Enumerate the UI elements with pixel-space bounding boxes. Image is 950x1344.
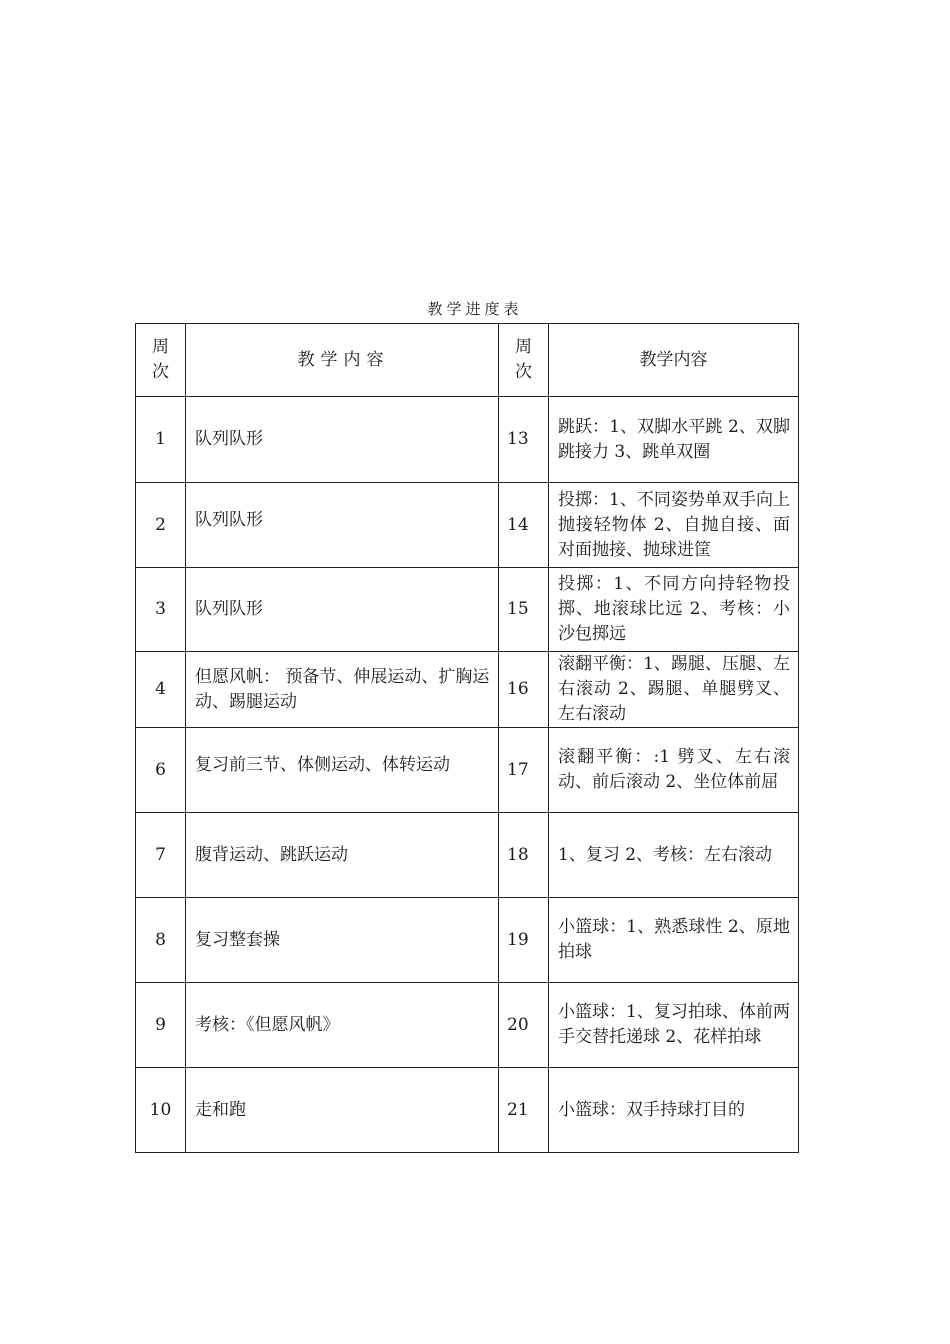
- week-number-left: 8: [136, 898, 186, 983]
- table-row: [136, 813, 799, 898]
- header-content-right: 教学内容: [549, 324, 799, 397]
- teaching-content-left-text: 腹背运动、跳跃运动: [195, 844, 348, 865]
- teaching-content-left: [186, 728, 499, 813]
- header-content-left: 教学内容: [186, 324, 499, 397]
- teaching-content-left-text: 队列队形: [195, 429, 263, 449]
- teaching-content-left-text: 队列队形: [195, 509, 263, 530]
- teaching-content-left: [186, 813, 499, 898]
- week-number-right: 19: [499, 898, 549, 983]
- table-header-row: [136, 324, 799, 397]
- week-number-right: 15: [499, 568, 549, 652]
- teaching-schedule-table: [135, 323, 799, 1153]
- teaching-content-right: 1、复习 2、考核：左右滚动: [549, 813, 799, 898]
- table-row: [136, 728, 799, 813]
- teaching-content-right: 投掷：1、不同方向持轻物投掷、地滚球比远 2、考核：小沙包掷远: [549, 568, 799, 652]
- table-row: [136, 483, 799, 568]
- week-number-left: 1: [136, 397, 186, 483]
- week-number-right: 13: [499, 397, 549, 483]
- week-number-left: 2: [136, 483, 186, 568]
- header-week-left-label: 周次: [152, 337, 169, 382]
- teaching-content-right: 滚翻平衡：1、踢腿、压腿、左右滚动 2、踢腿、单腿劈叉、左右滚动: [549, 652, 799, 728]
- table-body: [136, 397, 799, 1153]
- table-row: [136, 568, 799, 652]
- week-number-right: 16: [499, 652, 549, 728]
- teaching-content-left-text: 走和跑: [195, 1099, 246, 1120]
- table-title: 教学进度表: [427, 300, 523, 318]
- week-number-left: 7: [136, 813, 186, 898]
- week-number-left: 10: [136, 1068, 186, 1153]
- week-number-right: 17: [499, 728, 549, 813]
- teaching-content-left: [186, 1068, 499, 1153]
- teaching-content-right: 跳跃：1、双脚水平跳 2、双脚跳接力 3、跳单双圈: [549, 397, 799, 483]
- week-number-right: 21: [499, 1068, 549, 1153]
- week-number-left: 6: [136, 728, 186, 813]
- teaching-content-right: 小篮球：1、复习拍球、体前两手交替托递球 2、花样拍球: [549, 983, 799, 1068]
- table-row: [136, 898, 799, 983]
- table-row: [136, 652, 799, 728]
- table-row: [136, 983, 799, 1068]
- teaching-content-right: 投掷：1、不同姿势单双手向上抛接轻物体 2、自抛自接、面对面抛接、抛球进筐: [549, 483, 799, 568]
- week-number-right: 20: [499, 983, 549, 1068]
- teaching-content-left: [186, 483, 499, 568]
- teaching-content-left-text: 队列队形: [195, 599, 263, 619]
- table-row: [136, 1068, 799, 1153]
- teaching-content-left: [186, 568, 499, 652]
- teaching-content-left: [186, 397, 499, 483]
- week-number-left: 4: [136, 652, 186, 728]
- teaching-content-left-text: 但愿风帆： 预备节、伸展运动、扩胸运动、踢腿运动: [195, 666, 490, 712]
- week-number-left: 9: [136, 983, 186, 1068]
- week-number-right: 18: [499, 813, 549, 898]
- teaching-content-left: [186, 983, 499, 1068]
- teaching-content-left: [186, 898, 499, 983]
- teaching-content-left-text: 复习前三节、体侧运动、体转运动: [195, 754, 450, 775]
- teaching-content-left-text: 考核：《但愿风帆》: [195, 1014, 340, 1035]
- teaching-content-right: 小篮球：1、熟悉球性 2、原地拍球: [549, 898, 799, 983]
- teaching-content-right: 滚翻平衡：:1 劈叉、左右滚动、前后滚动 2、坐位体前屈: [549, 728, 799, 813]
- week-number-left: 3: [136, 568, 186, 652]
- teaching-content-left-text: 复习整套操: [195, 929, 280, 950]
- header-week-right: [499, 324, 549, 397]
- week-number-right: 14: [499, 483, 549, 568]
- teaching-content-left: [186, 652, 499, 728]
- table-row: [136, 397, 799, 483]
- header-week-right-label: 周次: [515, 337, 532, 382]
- teaching-content-right: 小篮球：双手持球打目的: [549, 1068, 799, 1153]
- header-week-left: [136, 324, 186, 397]
